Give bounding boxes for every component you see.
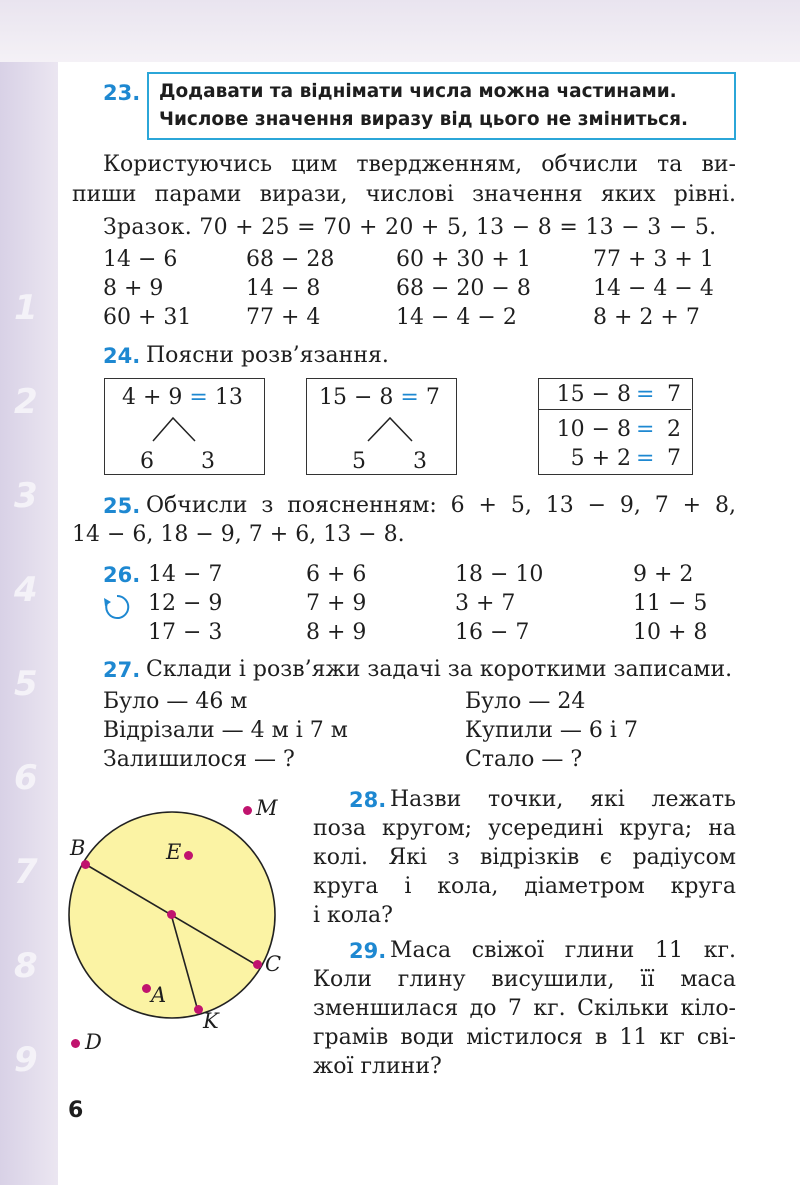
step-row — [539, 444, 691, 473]
task-28-number: 28. — [349, 788, 387, 812]
task-26-number: 26. — [103, 563, 141, 587]
point-b — [81, 860, 90, 869]
expression: 14 − 6 — [103, 247, 178, 272]
task-29-text: Маса свіжої глини 11 кг. — [390, 938, 736, 963]
point-e — [184, 851, 193, 860]
note-line: Купили — 6 і 7 — [465, 718, 638, 743]
expression: 60 + 31 — [103, 305, 192, 330]
task-23-sample: Зразок. 70 + 25 = 70 + 20 + 5, 13 − 8 = 13 − 3 − 5. — [103, 215, 717, 240]
result: 7 — [425, 385, 440, 410]
side-band — [0, 62, 58, 1185]
note-line: Було — 24 — [465, 689, 586, 714]
rule-box — [147, 72, 736, 140]
side-number: 4 — [14, 570, 38, 610]
decomposition-box-2 — [306, 378, 457, 475]
task-29-number: 29. — [349, 939, 387, 963]
step-row — [539, 380, 691, 410]
side-number: 9 — [14, 1040, 38, 1080]
result: 7 — [667, 382, 681, 407]
side-number: 3 — [14, 476, 38, 516]
rule-line: Числове значення виразу від цього не зміниться. — [159, 109, 689, 130]
task-27-text: Склади і розв’яжи задачі за короткими записами. — [146, 657, 733, 682]
task-24-number: 24. — [103, 344, 141, 368]
expression: 14 − 4 − 4 — [593, 276, 714, 301]
task-28-text: колі. Які з відрізків є радіусом — [313, 845, 736, 870]
equals-sign: = — [636, 446, 655, 471]
result: 13 — [214, 385, 243, 410]
task-23-text: пиши парами вирази, числові значення яких рівні. — [72, 182, 736, 207]
part-value: 3 — [201, 449, 215, 474]
expression: 9 + 2 — [633, 562, 694, 587]
point-k — [194, 1005, 203, 1014]
task-29-text: зменшилася до 7 кг. Скільки кіло- — [313, 996, 736, 1021]
task-28-text: Назви точки, які лежать — [390, 787, 736, 812]
note-line: Відрізали — 4 м і 7 м — [103, 718, 348, 743]
expression: 6 + 6 — [306, 562, 367, 587]
point-c — [253, 960, 262, 969]
point-d — [71, 1039, 80, 1048]
expression: 14 − 8 — [246, 276, 321, 301]
circle-figure — [60, 790, 320, 1070]
expression: 8 + 9 — [306, 620, 367, 645]
equals-sign: = — [189, 385, 208, 410]
task-23-text: Користуючись цим твердженням, обчисли та ви- — [103, 152, 736, 177]
expression: 14 − 4 − 2 — [396, 305, 517, 330]
side-number: 8 — [14, 946, 38, 986]
part-value: 3 — [413, 449, 427, 474]
task-27-number: 27. — [103, 658, 141, 682]
task-29-text: жої глини? — [313, 1054, 442, 1079]
expression: 7 + 9 — [306, 591, 367, 616]
center-point — [167, 910, 176, 919]
expression: 16 − 7 — [455, 620, 530, 645]
note-line: Стало — ? — [465, 747, 583, 772]
side-number: 6 — [14, 758, 38, 798]
expression: 18 − 10 — [455, 562, 544, 587]
circle-drawing — [60, 790, 320, 1070]
expression: 8 + 2 + 7 — [593, 305, 700, 330]
expression: 4 + 9 — [122, 385, 183, 410]
label-c: C — [265, 952, 282, 976]
side-number: 7 — [14, 852, 38, 892]
steps-box — [538, 378, 693, 475]
label-a: A — [151, 983, 167, 1007]
expression: 17 − 3 — [148, 620, 223, 645]
expression: 3 + 7 — [455, 591, 516, 616]
page-number: 6 — [68, 1098, 84, 1123]
side-number: 5 — [14, 664, 38, 704]
expression: 15 − 8 — [319, 385, 394, 410]
expression: 60 + 30 + 1 — [396, 247, 531, 272]
point-m — [243, 806, 252, 815]
split-lines — [362, 415, 422, 443]
label-d: D — [85, 1030, 102, 1054]
expression: 14 − 7 — [148, 562, 223, 587]
part-value: 5 — [352, 449, 366, 474]
equals-sign: = — [636, 382, 655, 407]
side-number: 2 — [14, 382, 38, 422]
result: 2 — [667, 417, 681, 442]
label-e: E — [166, 840, 182, 864]
expression: 5 + 2 — [570, 446, 631, 471]
expression: 8 + 9 — [103, 276, 164, 301]
task-28-text: поза кругом; усередині круга; на — [313, 816, 736, 841]
task-28-text: і кола? — [313, 903, 393, 928]
expression: 77 + 4 — [246, 305, 321, 330]
note-line: Залишилося — ? — [103, 747, 295, 772]
split-lines — [145, 415, 205, 443]
point-a — [142, 984, 151, 993]
task-29-text: Коли глину висушили, її маса — [313, 967, 736, 992]
equals-sign: = — [636, 417, 655, 442]
expression: 68 − 20 − 8 — [396, 276, 531, 301]
result: 7 — [667, 446, 681, 471]
task-25-number: 25. — [103, 494, 141, 518]
expression: 77 + 3 + 1 — [593, 247, 714, 272]
expression: 10 + 8 — [633, 620, 708, 645]
label-b: B — [70, 836, 86, 860]
decomposition-box-1 — [104, 378, 265, 475]
top-band — [0, 0, 800, 62]
label-m: M — [256, 796, 278, 820]
task-24-text: Поясни розв’язання. — [146, 343, 389, 368]
task-25-text: Обчисли з поясненням: 6 + 5, 13 − 9, 7 + 8, — [146, 493, 736, 518]
expression: 15 − 8 — [556, 382, 631, 407]
rule-line: Додавати та віднімати числа можна частинами. — [159, 81, 677, 102]
task-28-text: круга і кола, діаметром круга — [313, 874, 736, 899]
side-number: 1 — [14, 288, 38, 328]
note-line: Було — 46 м — [103, 689, 248, 714]
expression: 12 − 9 — [148, 591, 223, 616]
expression: 11 − 5 — [633, 591, 708, 616]
task-29-text: грамів води містилося в 11 кг сві- — [313, 1025, 736, 1050]
repeat-icon — [103, 593, 131, 621]
expression: 68 − 28 — [246, 247, 335, 272]
part-value: 6 — [140, 449, 154, 474]
expression: 10 − 8 — [556, 417, 631, 442]
task-25-text: 14 − 6, 18 − 9, 7 + 6, 13 − 8. — [72, 522, 405, 547]
step-row — [539, 415, 691, 444]
task-23-number: 23. — [103, 81, 141, 105]
equals-sign: = — [400, 385, 419, 410]
label-k: K — [203, 1009, 219, 1033]
